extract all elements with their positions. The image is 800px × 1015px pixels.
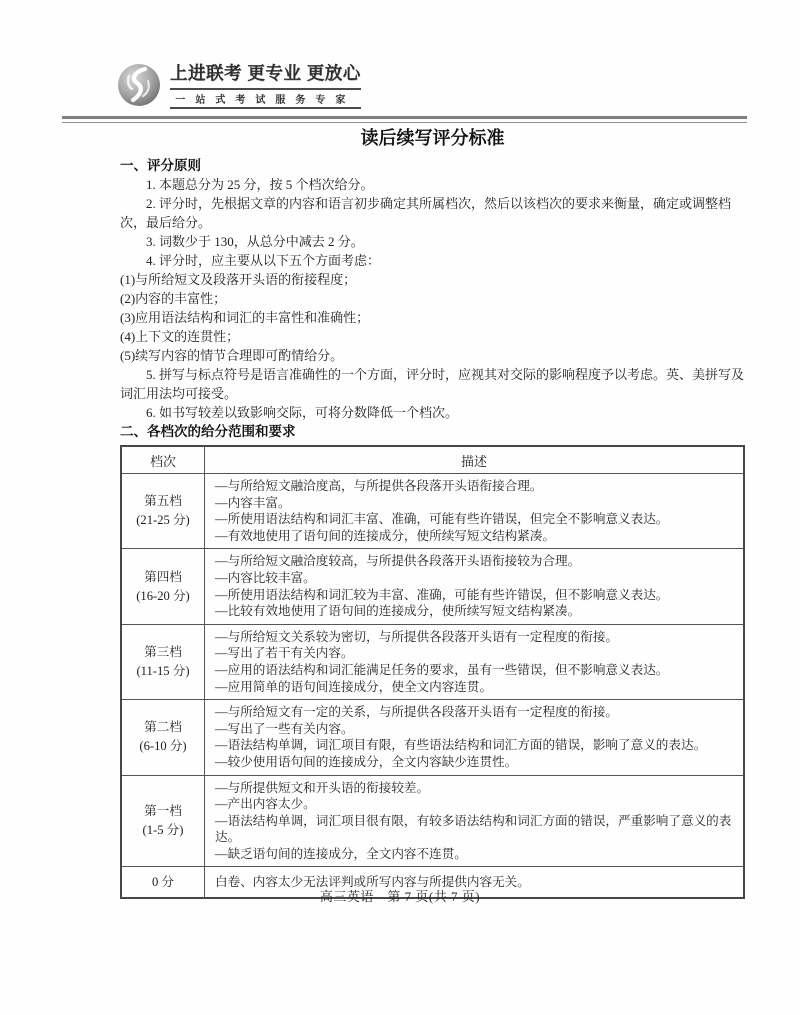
page-footer: 高三英语 第 7 页(共 7 页) [319, 889, 481, 904]
level-range: (21-25 分) [136, 513, 190, 528]
level-name: 0 分 [151, 874, 175, 889]
brand-sphere-logo-icon [116, 62, 162, 108]
description-line: —语法结构单调，词汇项目很有限，有较多语法结构和词汇方面的错误，严重影响了意义的表达。 [215, 813, 732, 845]
description-line: —应用简单的语句间连接成分，使全文内容连贯。 [215, 679, 493, 694]
brand-slogan: 上进联考 更专业 更放心 [170, 63, 361, 83]
principle-item: 2. 评分时，先根据文章的内容和语言初步确定其所属档次，然后以该档次的要求来衡量，确定或调整档次，最后给分。 [120, 196, 732, 230]
table-row [121, 624, 744, 699]
principle-item: 6. 如书写较差以致影响交际，可将分数降低一个档次。 [146, 405, 459, 420]
description-line: —较少使用语句间的连接成分，全文内容缺少连贯性。 [215, 754, 518, 769]
table-row [121, 775, 744, 867]
brand-subtitle: 一站式考试服务专家 [170, 88, 361, 109]
table-row [121, 700, 744, 775]
description-line: —与所提供短文和开头语的衔接较差。 [215, 780, 430, 795]
description-cell [205, 700, 745, 775]
scoring-rubric-table [120, 445, 745, 899]
description-line: —语法结构单调，词汇项目有限，有些语法结构和词汇方面的错误，影响了意义的表达。 [215, 738, 707, 753]
column-header-description: 描述 [205, 446, 745, 474]
section2-heading: 二、各档次的给分范围和要求 [120, 424, 296, 439]
description-line: —所使用语法结构和词汇丰富、准确，可能有些许错误，但完全不影响意义表达。 [215, 512, 669, 527]
level-cell [121, 549, 205, 624]
level-cell [121, 474, 205, 549]
description-line: —有效地使用了语句间的连接成分，使所续写短文结构紧凑。 [215, 528, 556, 543]
principle-subitem: (4)上下文的连贯性； [120, 329, 240, 344]
level-name: 第二档 [144, 720, 182, 735]
description-cell [205, 474, 745, 549]
principle-item: 1. 本题总分为 25 分，按 5 个档次给分。 [146, 177, 374, 192]
description-line: —所使用语法结构和词汇较为丰富、准确，可能有些许错误，但不影响意义表达。 [215, 587, 669, 602]
principle-subitem: (2)内容的丰富性； [120, 291, 227, 306]
principle-subitem: (1)与所给短文及段落开头语的衔接程度； [120, 272, 357, 287]
description-cell [205, 775, 745, 867]
section1-heading: 一、评分原则 [120, 158, 201, 173]
description-line: —与所给短文融洽度高，与所提供各段落开头语衔接合理。 [215, 479, 543, 493]
principle-item: 4. 评分时，应主要从以下五个方面考虑： [146, 253, 381, 268]
description-cell [205, 624, 745, 699]
page-title: 读后续写评分标准 [360, 128, 505, 148]
level-name: 第五档 [144, 494, 182, 509]
brand-text-block [170, 60, 361, 109]
description-line: —内容比较丰富。 [215, 570, 316, 585]
description-line: —缺乏语句间的连接成分，全文内容不连贯。 [215, 846, 467, 861]
description-line: —写出了一些有关内容。 [215, 721, 354, 736]
description-cell [205, 549, 745, 624]
document-body [120, 124, 745, 899]
level-cell [121, 624, 205, 699]
column-header-level: 档次 [121, 446, 205, 474]
principle-subitem: (3)应用语法结构和词汇的丰富性和准确性； [120, 310, 370, 325]
level-range: (1-5 分) [142, 822, 184, 837]
description-line: —与所给短文融洽度较高，与所提供各段落开头语衔接较为合理。 [215, 554, 581, 569]
principle-subitem: (5)续写内容的情节合理即可酌情给分。 [120, 348, 344, 363]
table-header-row [121, 446, 744, 474]
level-cell [121, 775, 205, 867]
level-name: 第一档 [144, 803, 182, 818]
principle-item: 3. 词数少于 130，从总分中减去 2 分。 [146, 234, 364, 249]
level-range: (11-15 分) [136, 663, 190, 678]
description-line: —内容丰富。 [215, 495, 291, 510]
description-line: —比较有效地使用了语句间的连接成分，使所续写短文结构紧凑。 [215, 604, 581, 619]
table-row [121, 474, 744, 549]
level-cell [121, 700, 205, 775]
description-line: —应用的语法结构和词汇能满足任务的要求，虽有一些错误，但不影响意义表达。 [215, 662, 669, 677]
header-divider-rule [62, 116, 747, 123]
description-line: —写出了若干有关内容。 [215, 646, 354, 661]
description-line: 白卷、内容太少无法评判或所写内容与所提供内容无关。 [215, 875, 530, 890]
description-line: —与所给短文有一定的关系，与所提供各段落开头语有一定程度的衔接。 [215, 705, 618, 720]
description-line: —与所给短文关系较为密切，与所提供各段落开头语有一定程度的衔接。 [215, 629, 618, 644]
level-range: (6-10 分) [139, 739, 187, 754]
level-name: 第三档 [144, 644, 182, 659]
description-line: —产出内容太少。 [215, 797, 316, 812]
brand-header [116, 60, 361, 109]
principle-item: 5. 拼写与标点符号是语言准确性的一个方面，评分时，应视其对交际的影响程度予以考虑。英、美拼写及词汇用法均可接受。 [120, 367, 745, 401]
table-row [121, 549, 744, 624]
level-range: (16-20 分) [136, 588, 190, 603]
level-name: 第四档 [144, 569, 182, 584]
